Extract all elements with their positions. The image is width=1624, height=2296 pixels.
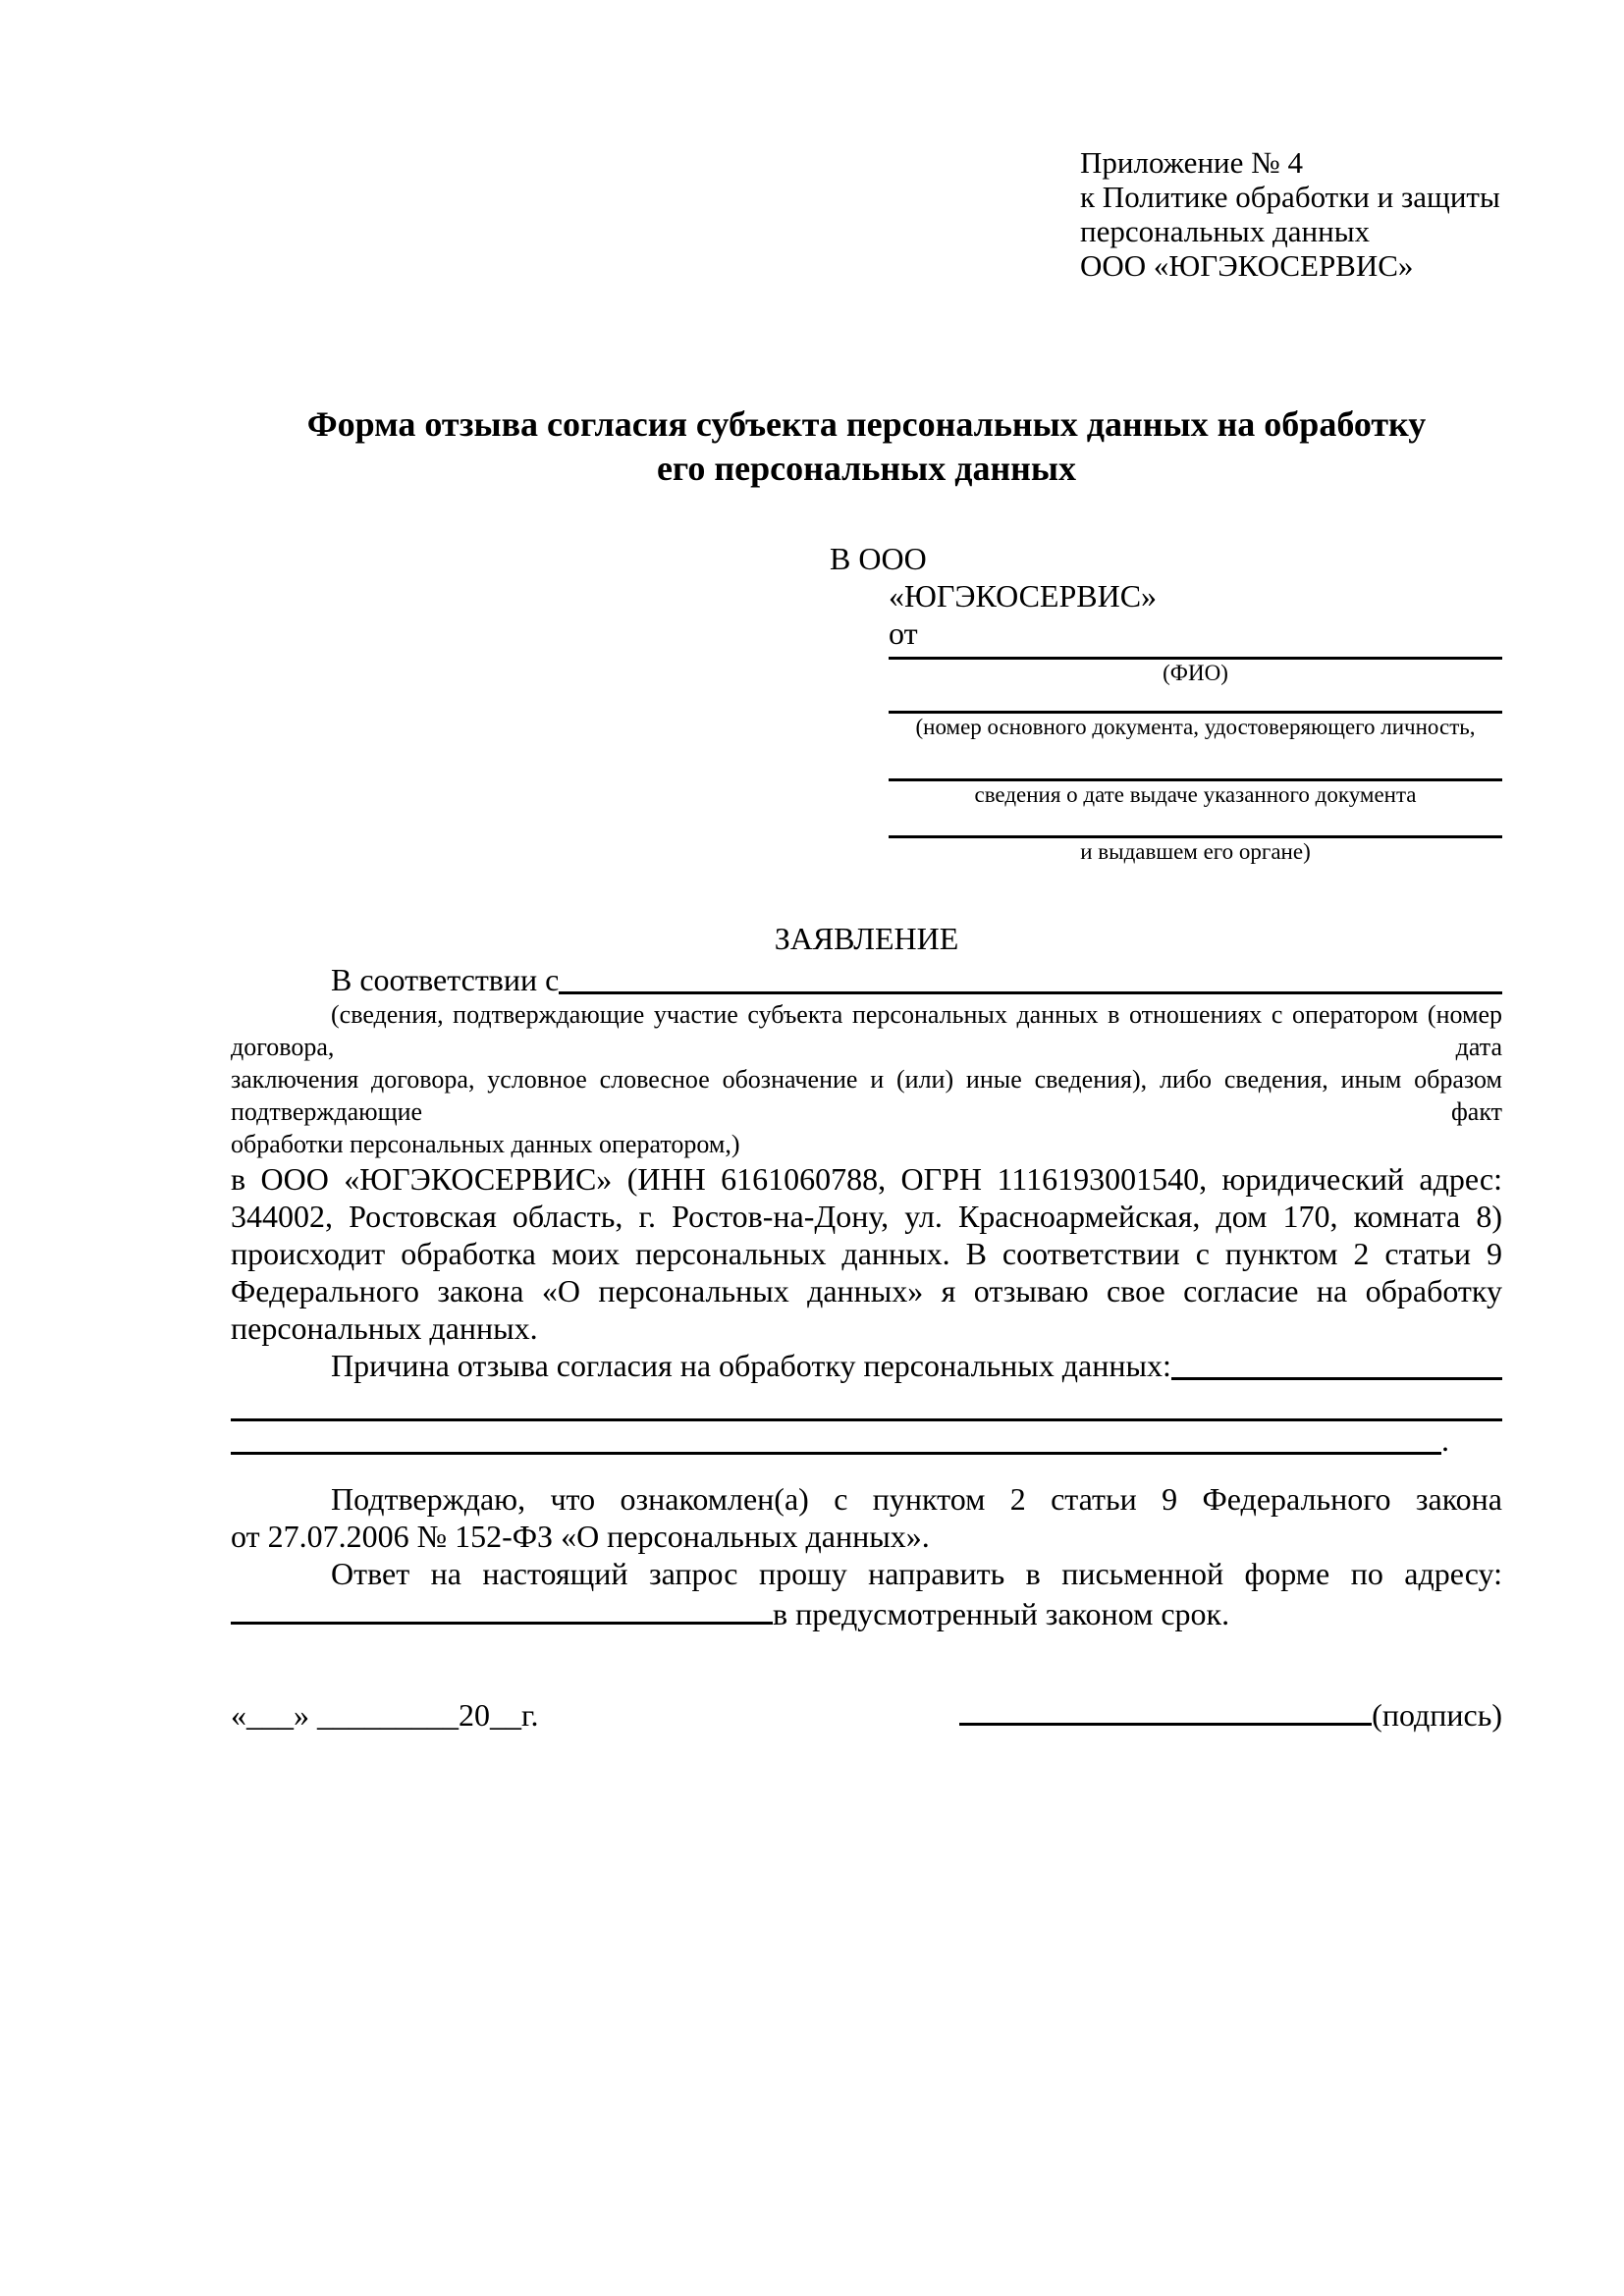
accordance-prefix: В соответствии с: [331, 962, 560, 997]
reason-blank-line-2-field[interactable]: [231, 1421, 1441, 1455]
recipient-org-name: «ЮГЭКОСЕРВИС»: [889, 578, 1158, 614]
footer-row: [231, 1693, 1502, 1734]
blank-line-period: .: [1441, 1422, 1449, 1458]
fio-field-line[interactable]: [889, 652, 1502, 660]
recipient-block: [830, 540, 1502, 866]
reply-address-field-line[interactable]: [231, 1592, 773, 1625]
reason-blank-line-2: [231, 1421, 1502, 1459]
issue-date-caption: сведения о дате выдаче указанного документа: [974, 782, 1417, 807]
statement-heading: ЗАЯВЛЕНИЕ: [774, 921, 959, 956]
signature-block: [959, 1693, 1502, 1734]
recipient-from-label: от: [889, 615, 918, 651]
reason-line: [231, 1347, 1502, 1384]
signature-field-line[interactable]: [959, 1693, 1372, 1726]
issuing-authority-caption: и выдавшем его органе): [1080, 839, 1311, 864]
statement-body-paragraph: в ООО «ЮГЭКОСЕРВИС» (ИНН 6161060788, ОГРН 1116193001540, юридический адрес: 344002, Ростовская область, г. Ростов-на-Дону, ул. Красноармейская, дом 170, комната 8) происходит обработка моих персональных данных. В соответствии с пунктом 2 статьи 9 Федерального закона «О персональных данных» я отзываю свое согласие на обработку персональных данных.: [231, 1161, 1502, 1346]
accordance-line: [231, 961, 1502, 998]
accordance-field-line[interactable]: [559, 961, 1502, 994]
recipient-to-prefix: В ООО: [830, 541, 927, 576]
confirmation-paragraph: Подтверждаю, что ознакомлен(а) с пунктом 2 статьи 9 Федерального закона от 27.07.2006 № 152-ФЗ «О персональных данных».: [231, 1481, 1502, 1554]
fine-print-note: (сведения, подтверждающие участие субъекта персональных данных в отношениях с оператором (номер договора, дата заключения договора, условное словесное обозначение и (или) иные сведения), либо сведения, иным образом подтверждающие факт обработки персональных данных оператором,): [231, 1000, 1502, 1158]
reply-request-line: Ответ на настоящий запрос прошу направить в письменной форме по адресу:: [331, 1556, 1502, 1591]
reply-suffix: в предусмотренный законом срок.: [773, 1596, 1230, 1631]
form-title: Форма отзыва согласия субъекта персональных данных на обработку его персональных данных: [306, 404, 1427, 488]
reply-address-line: [231, 1592, 1502, 1632]
issue-date-field-line[interactable]: [889, 741, 1502, 781]
document-number-caption: (номер основного документа, удостоверяющего личность,: [915, 715, 1476, 739]
signature-caption: (подпись): [1372, 1697, 1502, 1733]
fio-caption: (ФИО): [1163, 661, 1228, 685]
date-fill-line[interactable]: «___» _________20__г.: [231, 1697, 539, 1733]
appendix-header: Приложение № 4 к Политике обработки и защиты персональных данных ООО «ЮГЭКОСЕРВИС»: [1080, 145, 1500, 283]
document-number-field-line[interactable]: [889, 687, 1502, 714]
issuing-authority-field-line[interactable]: [889, 809, 1502, 838]
reason-blank-line-1[interactable]: [231, 1384, 1502, 1421]
reason-field-line[interactable]: [1171, 1347, 1502, 1380]
reason-label: Причина отзыва согласия на обработку персональных данных:: [331, 1348, 1171, 1383]
